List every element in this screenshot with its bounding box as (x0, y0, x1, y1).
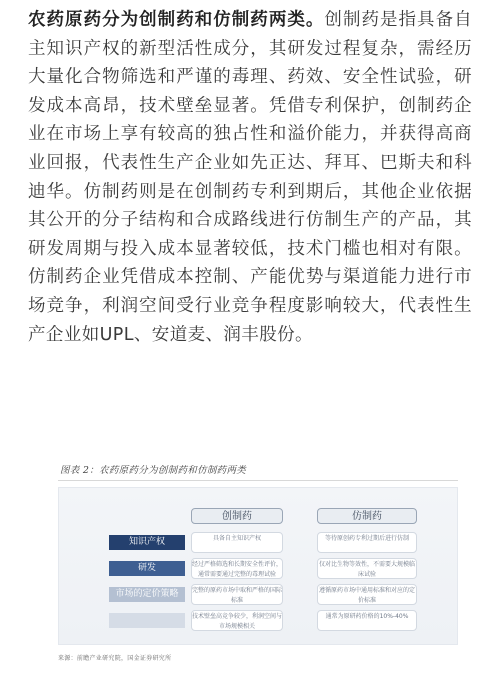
column-header-innovative: 创制药 (191, 508, 283, 524)
figure-source-note: 来源：前瞻产业研究院，国金证券研究所 (58, 655, 172, 662)
cell-innovative-rnd: 经过严格筛选和长期安全性评价，通常需要通过完整的毒理试验 (191, 558, 283, 579)
figure-divider (58, 480, 458, 481)
cell-generic-ip: 等待原创药专利过期后进行仿制 (317, 532, 417, 553)
cell-innovative-pricing: 完整的原药市场中取和严格的国际标准 (191, 584, 283, 605)
article-paragraph (28, 6, 472, 349)
cell-generic-profit: 通常为原研药价格的10%-40% (317, 610, 417, 631)
row-label-rnd: 研发 (109, 561, 185, 576)
comparison-figure (58, 487, 458, 645)
cell-innovative-profit: 技术壁垒高竞争较少，利润空间与市场规模相关 (191, 610, 283, 631)
figure-caption: 图表 2：农药原药分为创制药和仿制药两类 (60, 465, 247, 476)
row-label-profit (109, 613, 185, 628)
cell-innovative-ip: 具备自主知识产权 (191, 532, 283, 553)
article-lead-sentence: 农药原药分为创制药和仿制药两类。 (28, 10, 325, 30)
column-header-generic: 仿制药 (317, 508, 417, 524)
row-label-ip: 知识产权 (109, 535, 185, 550)
cell-generic-rnd: 仅对比生物等效性，不需要大规模临床试验 (317, 558, 417, 579)
article-body-text: 创制药是指具备自主知识产权的新型活性成分，其研发过程复杂，需经历大量化合物筛选和严谨的毒理、药效、安全性试验，研发成本高昂，技术壁垒显著。凭借专利保护，创制药企业在市场上享有较高的独占性和溢价能力，并获得高商业回报，代表性生产企业如先正达、拜耳、巴斯夫和科迪华。仿制药则是在创制药专利到期后，其他企业依据其公开的分子结构和合成路线进行仿制生产的产品，其研发周期与投入成本显著较低，技术门槛也相对有限。仿制药企业凭借成本控制、产能优势与渠道能力进行市场竞争，利润空间受行业竞争程度影响较大，代表性生产企业如UPL、安道麦、润丰股份。 (28, 10, 473, 345)
row-label-pricing: 市场的定价策略 (109, 587, 185, 602)
cell-generic-pricing: 遵循原药市场中通用标准和对应的定价标准 (317, 584, 417, 605)
